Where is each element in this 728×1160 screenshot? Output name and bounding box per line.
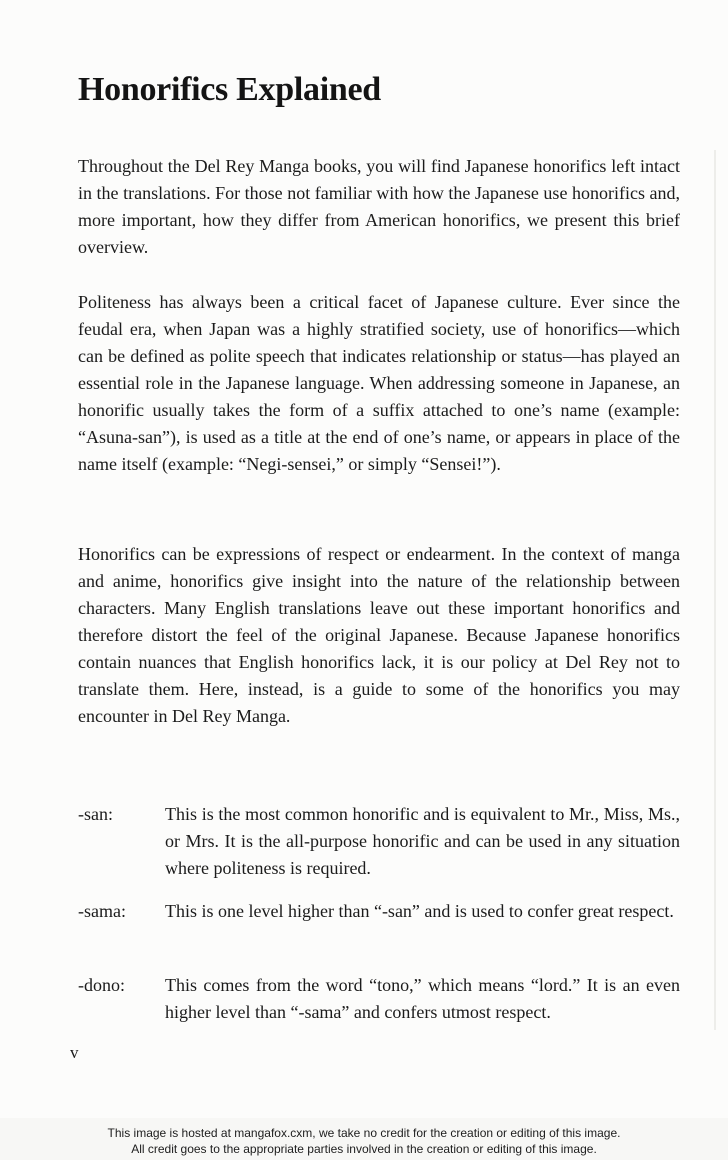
honorific-term-sama: -sama:	[78, 901, 126, 921]
del-rey-policy-paragraph: Honorifics can be expressions of respect or endearment. In the context of manga and anime, honorifics give insight into the nature of the relationship between characters. Many English translations leave out these important honorifics and therefore distort the feel of the original Japanese. Because Japanese honorifics contain nuances that English honorifics lack, it is our policy at Del Rey not to translate them. Here, instead, is a guide to some of the honorifics you may encounter in Del Rey Manga.	[78, 544, 680, 726]
hosting-disclaimer-line2: All credit goes to the appropriate parties involved in the creation or editing of this image.	[131, 1142, 597, 1156]
honorific-entry-sama	[78, 898, 680, 925]
honorific-entry-dono	[78, 972, 680, 1026]
honorific-term-san: -san:	[78, 804, 113, 824]
honorific-entry-san	[78, 801, 680, 882]
intro-paragraph: Throughout the Del Rey Manga books, you will find Japanese honorifics left intact in the translations. For those not familiar with how the Japanese use honorifics and, more important, how they differ from American honorifics, we present this brief overview.	[78, 156, 680, 257]
politeness-paragraph: Politeness has always been a critical facet of Japanese culture. Ever since the feudal era, when Japan was a highly stratified society, use of honorifics—which can be defined as polite speech that indicates relationship or status—has played an essential role in the Japanese language. When addressing someone in Japanese, an honorific usually takes the form of a suffix attached to one’s name (example: “Asuna-san”), is used as a title at the end of one’s name, or appears in place of the name itself (example: “Negi-sensei,” or simply “Sensei!”).	[78, 292, 680, 474]
page-title: Honorifics Explained	[78, 71, 381, 108]
hosting-disclaimer-line1: This image is hosted at mangafox.cxm, we take no credit for the creation or editing of this image.	[107, 1126, 621, 1140]
page-number: v	[70, 1043, 79, 1062]
honorific-definition-sama: This is one level higher than “-san” and is used to confer great respect.	[165, 901, 674, 921]
honorific-term-dono: -dono:	[78, 975, 125, 995]
page-edge-scan-shadow	[714, 150, 716, 1030]
honorific-definition-san: This is the most common honorific and is equivalent to Mr., Miss, Ms., or Mrs. It is the all-purpose honorific and can be used in any situation where politeness is required.	[165, 804, 680, 878]
honorific-definition-dono: This comes from the word “tono,” which means “lord.” It is an even higher level than “-sama” and confers utmost respect.	[165, 975, 680, 1022]
